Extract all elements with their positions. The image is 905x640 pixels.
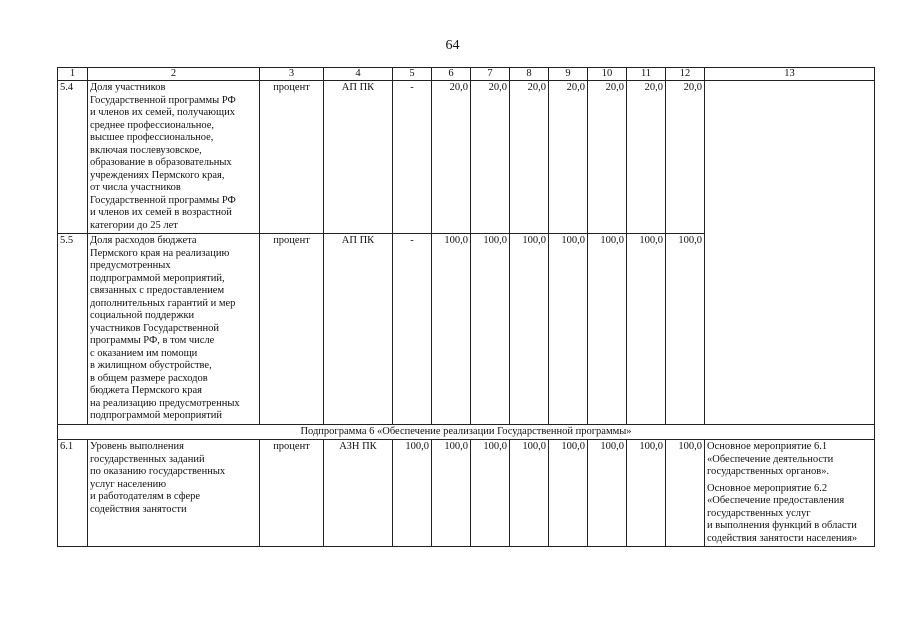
value-cell: 100,0 (549, 440, 588, 547)
header-cell: 2 (88, 68, 260, 81)
table-row-6-1 (58, 440, 875, 547)
responsible-cell: АЗН ПК (324, 440, 393, 547)
value-cell: 20,0 (666, 81, 705, 234)
value-cell: 100,0 (510, 234, 549, 425)
value-cell: 100,0 (432, 440, 471, 547)
indicator-name: Уровень выполнения государственных заданий по оказанию государственных услуг населению и работодателям в сфере содействия занятости (88, 440, 260, 547)
indicator-name: Доля участников Государственной программы РФ и членов их семей, получающих среднее профессиональное, высшее профессиональное, включая послевузовское, образование в образовательных учреждениях Пермского края, от числа участников Государственной программы РФ и членов их семей в возрастной категории до 25 лет (88, 81, 260, 234)
events-cell: Основное мероприятие 6.1 «Обеспечение деятельности государственных органов». Основное мероприятие 6.2 «Обеспечение предоставления государственных услуг и выполнения функций в области содействия занятости населения» (705, 440, 875, 547)
value-cell: 20,0 (549, 81, 588, 234)
table-row-5-4 (58, 81, 875, 234)
header-cell: 12 (666, 68, 705, 81)
indicators-table (57, 67, 875, 547)
row-id: 6.1 (58, 440, 88, 547)
value-cell: 20,0 (627, 81, 666, 234)
value-cell: 100,0 (666, 440, 705, 547)
row-id: 5.4 (58, 81, 88, 234)
events-cell (705, 81, 875, 425)
header-cell: 6 (432, 68, 471, 81)
responsible-cell: АП ПК (324, 81, 393, 234)
value-cell: 100,0 (393, 440, 432, 547)
value-cell: 100,0 (510, 440, 549, 547)
header-cell: 10 (588, 68, 627, 81)
header-cell: 9 (549, 68, 588, 81)
indicator-name: Доля расходов бюджета Пермского края на реализацию предусмотренных подпрограммой мероприятий, связанных с предоставлением дополнительных гарантий и мер социальной поддержки участников Государственной программы РФ, в том числе с оказанием им помощи в жилищном обустройстве, в общем размере расходов бюджета Пермского края на реализацию предусмотренных подпрограммой мероприятий (88, 234, 260, 425)
value-cell: 100,0 (432, 234, 471, 425)
value-cell: 100,0 (549, 234, 588, 425)
header-cell: 8 (510, 68, 549, 81)
header-cell: 11 (627, 68, 666, 81)
value-cell: 20,0 (510, 81, 549, 234)
value-cell: 100,0 (627, 234, 666, 425)
value-cell: 100,0 (588, 234, 627, 425)
subprogram-title: Подпрограмма 6 «Обеспечение реализации Государственной программы» (58, 424, 875, 440)
value-cell: 20,0 (588, 81, 627, 234)
value-cell: 100,0 (471, 440, 510, 547)
value-cell: 20,0 (432, 81, 471, 234)
value-cell: 100,0 (588, 440, 627, 547)
value-cell: - (393, 234, 432, 425)
row-id: 5.5 (58, 234, 88, 425)
subprogram-row (58, 424, 875, 440)
header-cell: 3 (260, 68, 324, 81)
header-cell: 1 (58, 68, 88, 81)
unit-cell: процент (260, 440, 324, 547)
unit-cell: процент (260, 81, 324, 234)
header-cell: 5 (393, 68, 432, 81)
header-row (58, 68, 875, 81)
value-cell: 20,0 (471, 81, 510, 234)
page-number: 64 (445, 38, 460, 53)
value-cell: 100,0 (471, 234, 510, 425)
value-cell: - (393, 81, 432, 234)
unit-cell: процент (260, 234, 324, 425)
value-cell: 100,0 (666, 234, 705, 425)
header-cell: 7 (471, 68, 510, 81)
responsible-cell: АП ПК (324, 234, 393, 425)
header-cell: 13 (705, 68, 875, 81)
value-cell: 100,0 (627, 440, 666, 547)
header-cell: 4 (324, 68, 393, 81)
